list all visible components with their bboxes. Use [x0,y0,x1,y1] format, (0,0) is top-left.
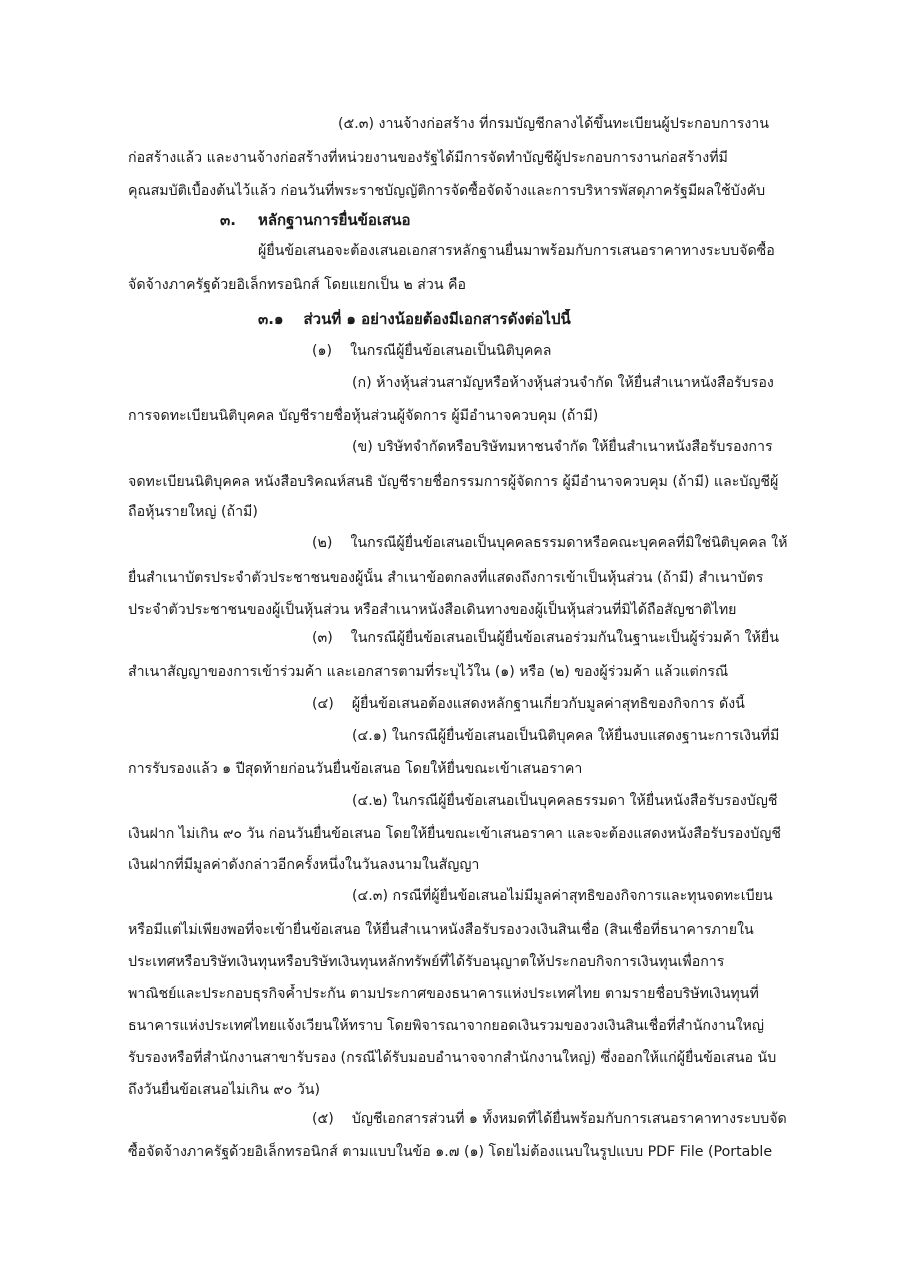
item-text: ในกรณีผู้ยื่นข้อเสนอเป็นผู้ยื่นข้อเสนอร่วมกันในฐานะเป็นผู้ร่วมค้า ให้ยื่น [350,630,779,646]
item-number: (๔) [312,696,334,712]
item-line [312,533,812,553]
text-line: ถือหุ้นรายใหญ่ (ถ้ามี) [128,504,258,520]
text-line: หรือมีแต่ไม่เพียงพอที่จะเข้ายื่นข้อเสนอ ให้ยื่นสำเนาหนังสือรับรองวงเงินสินเชื่อ (สินเชื่อที่ธนาคารภายใน [128,922,754,938]
text-line: (๔.๑) ในกรณีผู้ยื่นข้อเสนอเป็นนิติบุคคล ให้ยื่นงบแสดงฐานะการเงินที่มี [352,728,780,744]
text-line: การจดทะเบียนนิติบุคคล บัญชีรายชื่อหุ้นส่วนผู้จัดการ ผู้มีอำนาจควบคุม (ถ้ามี) [128,408,599,424]
item-number: (๑) [312,343,333,359]
subsection-heading [258,309,778,329]
subsection-number: ๓.๑ [258,310,284,328]
text-line: พาณิชย์และประกอบธุรกิจค้ำประกัน ตามประกาศของธนาคารแห่งประเทศไทย ตามรายชื่อบริษัทเงินทุนที่ [128,986,759,1002]
text-line: ก่อสร้างแล้ว และงานจ้างก่อสร้างที่หน่วยงานของรัฐได้มีการจัดทำบัญชีผู้ประกอบการงานก่อสร้างที่มี [128,150,728,166]
item-line [312,1109,812,1129]
item-number: (๒) [312,535,333,551]
text-line: จัดจ้างภาครัฐด้วยอิเล็กทรอนิกส์ โดยแยกเป็น ๒ ส่วน คือ [128,277,467,293]
item-line [312,628,812,648]
item-text: ในกรณีผู้ยื่นข้อเสนอเป็นบุคคลธรรมดาหรือคณะบุคคลที่มิใช่นิติบุคคล ให้ [350,535,788,551]
text-line: รับรองหรือที่สำนักงานสาขารับรอง (กรณีได้รับมอบอำนาจจากสำนักงานใหญ่) ซึ่งออกให้แก่ผู้ยื่นข้อเสนอ นับ [128,1050,777,1066]
item-number: (๕) [312,1111,334,1127]
section-number: ๓. [220,211,236,229]
text-line: คุณสมบัติเบื้องต้นไว้แล้ว ก่อนวันที่พระราชบัญญัติการจัดซื้อจัดจ้างและการบริหารพัสดุภาครัฐมีผลใช้บังคับ [128,183,766,199]
item-line [312,341,792,361]
item-text: บัญชีเอกสารส่วนที่ ๑ ทั้งหมดที่ได้ยื่นพร้อมกับการเสนอราคาทางระบบจัด [351,1111,787,1127]
text-line: ถึงวันยื่นข้อเสนอไม่เกิน ๙๐ วัน) [128,1082,321,1098]
text-line: ประเทศหรือบริษัทเงินทุนหรือบริษัทเงินทุนหลักทรัพย์ที่ได้รับอนุญาตให้ประกอบกิจการเงินทุนเพื่อการ [128,954,725,970]
text-line: เงินฝากที่มีมูลค่าดังกล่าวอีกครั้งหนึ่งในวันลงนามในสัญญา [128,857,480,873]
text-line: สำเนาสัญญาของการเข้าร่วมค้า และเอกสารตามที่ระบุไว้ใน (๑) หรือ (๒) ของผู้ร่วมค้า แล้วแต่กรณี [128,664,729,680]
section-heading [220,210,720,230]
item-number: (๓) [312,630,333,646]
item-text: ผู้ยื่นข้อเสนอต้องแสดงหลักฐานเกี่ยวกับมูลค่าสุทธิของกิจการ ดังนี้ [351,696,745,712]
text-line: ยื่นสำเนาบัตรประจำตัวประชาชนของผู้นั้น สำเนาข้อตกลงที่แสดงถึงการเข้าเป็นหุ้นส่วน (ถ้ามี) สำเนาบัตร [128,570,764,586]
text-line: (๔.๒) ในกรณีผู้ยื่นข้อเสนอเป็นบุคคลธรรมดา ให้ยื่นหนังสือรับรองบัญชี [352,793,778,809]
text-line: การรับรองแล้ว ๑ ปีสุดท้ายก่อนวันยื่นข้อเสนอ โดยให้ยื่นขณะเข้าเสนอราคา [128,761,583,777]
text-line: (๕.๓) งานจ้างก่อสร้าง ที่กรมบัญชีกลางได้ขึ้นทะเบียนผู้ประกอบการงาน [338,116,769,132]
text-line: ประจำตัวประชาชนของผู้เป็นหุ้นส่วน หรือสำเนาหนังสือเดินทางของผู้เป็นหุ้นส่วนที่มิได้ถือสัญชาติไทย [128,602,737,618]
text-line: ผู้ยื่นข้อเสนอจะต้องเสนอเอกสารหลักฐานยื่นมาพร้อมกับการเสนอราคาทางระบบจัดซื้อ [258,243,775,259]
text-line: (๔.๓) กรณีที่ผู้ยื่นข้อเสนอไม่มีมูลค่าสุทธิของกิจการและทุนจดทะเบียน [352,888,773,904]
item-text: ในกรณีผู้ยื่นข้อเสนอเป็นนิติบุคคล [350,343,552,359]
text-line: ซื้อจัดจ้างภาครัฐด้วยอิเล็กทรอนิกส์ ตามแบบในข้อ ๑.๗ (๑) โดยไม่ต้องแนบในรูปแบบ PDF File (Portable [128,1144,773,1160]
subsection-title: ส่วนที่ ๑ อย่างน้อยต้องมีเอกสารดังต่อไปนี้ [303,310,571,328]
text-line: ธนาคารแห่งประเทศไทยแจ้งเวียนให้ทราบ โดยพิจารณาจากยอดเงินรวมของวงเงินสินเชื่อที่สำนักงานใหญ่ [128,1018,764,1034]
text-line: (ข) บริษัทจำกัดหรือบริษัทมหาชนจำกัด ให้ยื่นสำเนาหนังสือรับรองการ [352,439,773,455]
text-line: (ก) ห้างหุ้นส่วนสามัญหรือห้างหุ้นส่วนจำกัด ให้ยื่นสำเนาหนังสือรับรอง [352,375,774,391]
text-line: จดทะเบียนนิติบุคคล หนังสือบริคณห์สนธิ บัญชีรายชื่อกรรมการผู้จัดการ ผู้มีอำนาจควบคุม (ถ้ามี) และบัญชีผู้ [128,474,779,490]
section-title: หลักฐานการยื่นข้อเสนอ [257,211,411,229]
text-line: เงินฝาก ไม่เกิน ๙๐ วัน ก่อนวันยื่นข้อเสนอ โดยให้ยื่นขณะเข้าเสนอราคา และจะต้องแสดงหนังสือรับรองบัญชี [128,826,781,842]
item-line [312,694,812,714]
